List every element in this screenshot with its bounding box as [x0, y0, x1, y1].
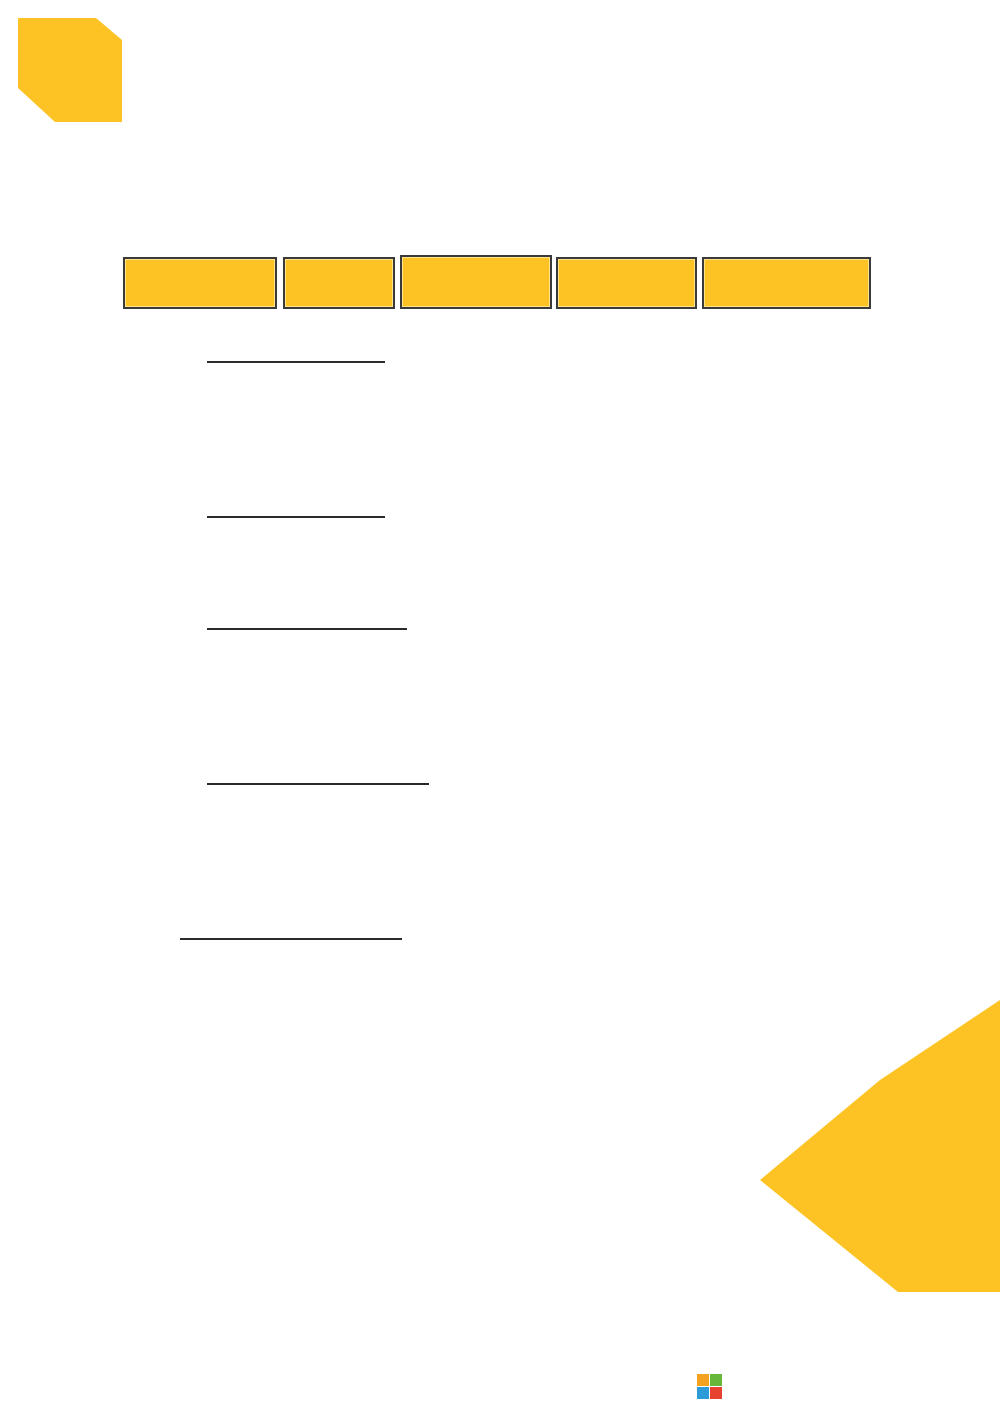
word-option-bersihkan[interactable]	[123, 257, 277, 309]
word-bank	[0, 0, 1000, 320]
logo-icon	[697, 1374, 722, 1399]
answer-blank-5[interactable]	[180, 910, 402, 940]
answer-blank-4[interactable]	[207, 755, 429, 785]
question-2	[150, 487, 870, 530]
question-5	[150, 909, 870, 952]
word-option-letakkan[interactable]	[400, 255, 552, 309]
word-option-rawatan[interactable]	[556, 257, 697, 309]
word-option-latihan[interactable]	[283, 257, 395, 309]
bottom-right-yellow-shape	[760, 1000, 1000, 1292]
liveworksheets-logo	[697, 1374, 725, 1399]
answer-blank-1[interactable]	[207, 333, 385, 363]
question-1	[150, 332, 870, 375]
question-4	[150, 754, 870, 797]
answer-blank-2[interactable]	[207, 488, 385, 518]
answer-blank-3[interactable]	[207, 600, 407, 630]
question-3	[150, 599, 870, 642]
word-option-minuman[interactable]	[702, 257, 871, 309]
